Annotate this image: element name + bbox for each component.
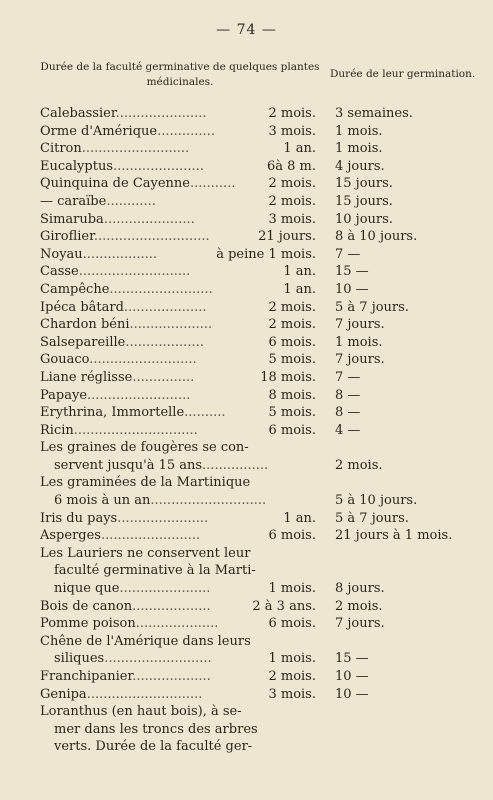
germination-duration: 5 à 10 jours. [335,493,418,509]
germination-duration: 1 mois. [335,123,383,139]
table-row [0,158,493,176]
plant-name [54,457,268,475]
table-row [0,650,493,668]
germination-duration: 15 jours. [335,176,393,192]
plant-name-text: Salsepareille [40,334,126,350]
plant-name [40,369,194,387]
dot-leader: ................... [125,334,204,350]
plant-name-text: Genipa [40,686,87,702]
plant-name [40,668,211,686]
dot-leader: .......................... [89,352,197,368]
header-left-line-2: médicinales. [146,76,214,88]
plant-name [40,439,249,457]
germinative-duration: 8 mois. [268,387,316,403]
germination-duration: 7 jours. [335,317,385,333]
germinative-duration: 1 an. [283,141,316,157]
plant-name-text: Asperges [40,528,101,544]
germinative-duration: 18 mois. [260,369,316,385]
plant-name [40,175,235,193]
table-row [0,615,493,633]
germination-duration: 10 — [335,281,369,297]
plant-name [40,351,197,369]
table-row [0,527,493,545]
germinative-duration: 6 mois. [268,616,316,632]
table-row [0,281,493,299]
germination-duration: 10 — [335,686,369,702]
dot-leader: ............................ [86,686,203,702]
plant-name-text: mer dans les troncs des arbres [54,721,258,737]
table-row [0,633,493,651]
dot-leader: .................... [135,616,219,632]
dot-leader: .................... [129,317,213,333]
dot-leader: ........................ [100,528,201,544]
plant-name-text: Liane réglisse [40,369,133,385]
plant-name [40,123,215,141]
dot-leader: .................. [82,246,158,262]
plant-name [40,193,156,211]
plant-name [40,598,211,616]
table-row [0,105,493,123]
dot-leader: .................... [123,299,207,315]
germinative-duration: 5 mois. [268,405,316,421]
plant-name-text: 6 mois à un an [54,493,151,509]
dot-leader: .......... [184,405,226,421]
germination-duration: 15 — [335,264,369,280]
plant-name-text: siliques [54,651,105,667]
plant-name-text: nique que [54,581,120,597]
plant-name [40,158,204,176]
plant-name [40,334,204,352]
plant-name [40,211,195,229]
germinative-duration: 6 mois. [268,422,316,438]
plant-name [40,422,198,440]
germinative-duration: 2 mois. [268,176,316,192]
germination-duration: 5 à 7 jours. [335,299,409,315]
dot-leader: ............................ [150,493,267,509]
germination-duration: 1 mois. [335,141,383,157]
plant-name-text: Ipéca bâtard [40,299,124,315]
plant-name-text: Eucalyptus [40,158,113,174]
dot-leader: .............................. [73,422,198,438]
plant-name [40,246,157,264]
plant-name [40,703,242,721]
plant-name [40,281,213,299]
germination-duration: 10 — [335,669,369,684]
plant-name-text: Orme d'Amérique [40,123,158,139]
germination-duration: 3 semaines. [335,106,413,121]
germination-duration: 7 — [335,246,361,262]
germination-duration: 2 mois. [335,457,383,473]
plant-name-text: Gouaco [40,352,90,368]
dot-leader: ........... [190,176,236,192]
germination-duration: 10 jours. [335,211,393,227]
plant-name-text: Bois de canon [40,598,133,614]
germination-duration: 7 jours. [335,352,385,368]
table-row [0,123,493,141]
plant-name [54,738,252,756]
table-row [0,457,493,475]
table-row [0,387,493,405]
table-row [0,263,493,281]
germinative-duration: 2 mois. [268,317,316,333]
table-row [0,422,493,440]
dot-leader: .......................... [104,651,212,667]
plant-name-text: Chêne de l'Amérique dans leurs [40,633,251,649]
germination-duration: 15 jours. [335,193,393,209]
plant-name-text: Noyau [40,246,83,262]
table-row [0,510,493,528]
table-row [0,404,493,422]
dot-leader: ................ [202,457,269,473]
germinative-duration: 2 à 3 ans. [252,598,316,614]
plant-name-text: Iris du pays [40,510,118,526]
dot-leader: ...................... [119,581,211,597]
table-header-right: Durée de leur germination. [330,68,476,80]
table-header-left [40,60,320,90]
dot-leader: ...................... [103,211,195,227]
germinative-duration: 1 mois. [268,581,316,597]
dot-leader: ...................... [113,158,204,174]
dot-leader: ......................... [87,387,191,403]
germinative-duration: 2 mois. [268,299,316,315]
germination-duration: 8 à 10 jours. [335,229,418,245]
plant-name [40,615,218,633]
plant-name [40,404,226,422]
dot-leader: ................... [132,669,211,684]
plant-name [54,650,212,668]
germinative-duration: 2 mois. [268,193,316,209]
germinative-duration: 1 mois. [268,651,316,667]
dot-leader: .............. [157,123,215,139]
plant-name-text: Erythrina, Immortelle [40,405,185,421]
plant-name-text: Simaruba [40,211,104,227]
germinative-duration: 3 mois. [268,123,316,139]
germinative-duration: 1 an. [283,281,316,297]
plant-name-text: faculté germinative à la Marti- [54,563,256,579]
table-row [0,598,493,616]
germinative-duration: 6 mois. [268,334,316,350]
header-left-line-1: Durée de la faculté germinative de quelques plantes [40,61,320,73]
germinative-duration: 1 an. [283,264,316,280]
dot-leader: ...................... [117,510,209,526]
table-row [0,668,493,686]
table-row [0,246,493,264]
dot-leader: ......................... [109,281,213,297]
plant-name-text: — caraïbe [40,193,107,209]
table-row [0,228,493,246]
germinative-duration: 2 mois. [268,669,316,684]
plant-name-text: Citron [40,141,82,157]
plant-name-text: Pomme poison [40,616,136,632]
plant-name [40,316,212,334]
dot-leader: ............... [132,369,195,385]
plant-name [40,263,190,281]
plant-name [40,633,251,651]
germination-duration: 21 jours à 1 mois. [335,528,453,544]
table-row [0,580,493,598]
germinative-duration: 3 mois. [268,211,316,227]
page-number: — 74 — [216,22,277,38]
dot-leader: ............ [106,193,156,209]
germination-duration: 8 — [335,405,361,421]
table-row [0,299,493,317]
dot-leader: .......................... [81,141,190,157]
plant-name [40,228,210,246]
germinative-duration: à peine 1 mois. [216,246,316,262]
plant-name-text: Chardon béni [40,317,130,333]
table-row [0,686,493,704]
germination-duration: 8 — [335,387,361,403]
table-row [0,545,493,563]
table-rows [0,105,493,756]
germination-duration: 4 jours. [335,158,385,174]
plant-name-text: Quinquina de Cayenne [40,176,190,192]
table-row [0,492,493,510]
germination-duration: 15 — [335,651,369,667]
table-row [0,369,493,387]
plant-name-text: Les Lauriers ne conservent leur [40,545,251,561]
table-row [0,211,493,229]
dot-leader: ............................ [93,229,210,245]
germinative-duration: 5 mois. [268,352,316,368]
germination-duration: 5 à 7 jours. [335,510,409,526]
germination-duration: 7 jours. [335,616,385,632]
plant-name [40,527,200,545]
dot-leader: ........................... [78,264,191,280]
table-row [0,738,493,756]
plant-name-text: Les graines de fougères se con- [40,440,249,456]
plant-name [54,562,256,580]
plant-name-text: Campêche [40,281,110,297]
germination-duration: 8 jours. [335,581,385,597]
table-row [0,562,493,580]
table-row [0,721,493,739]
plant-name [54,580,210,598]
plant-name-text: Calebassier [40,106,116,121]
plant-name [40,140,189,158]
plant-name-text: verts. Durée de la faculté ger- [54,739,253,755]
plant-name [40,686,202,704]
table-row [0,703,493,721]
germination-duration: 7 — [335,369,361,385]
germinative-duration: 6 mois. [268,528,316,544]
plant-name-text: Papaye [40,387,88,403]
plant-name-text: Casse [40,264,79,280]
germinative-duration: 2 mois. [268,106,316,121]
plant-name [54,492,266,510]
germinative-duration: 6à 8 m. [266,158,316,174]
germinative-duration: 3 mois. [268,686,316,702]
table-row [0,316,493,334]
plant-name [40,545,250,563]
germination-duration: 4 — [335,422,361,438]
table-row [0,474,493,492]
germinative-duration: 21 jours. [258,229,316,245]
plant-name-text: Les graminées de la Martinique [40,475,251,491]
plant-name [54,721,258,739]
plant-name [40,299,207,317]
plant-name-text: Franchipanier [40,669,133,684]
plant-name-text: Loranthus (en haut bois), à se- [40,704,242,720]
plant-name [40,474,250,492]
germinative-duration: 1 an. [283,510,316,526]
table-row [0,351,493,369]
table-row [0,140,493,158]
plant-name-text: Giroflier [40,229,94,245]
plant-name [40,105,207,123]
dot-leader: ...................... [115,106,207,121]
plant-name [40,387,190,405]
dot-leader: ................... [132,598,211,614]
table-row [0,193,493,211]
plant-name-text: Ricin [40,422,74,438]
germination-duration: 1 mois. [335,334,383,350]
table-row [0,439,493,457]
table-row [0,334,493,352]
germination-duration: 2 mois. [335,598,383,614]
plant-name-text: servent jusqu'à 15 ans [54,457,203,473]
table-row [0,175,493,193]
plant-name [40,510,208,528]
